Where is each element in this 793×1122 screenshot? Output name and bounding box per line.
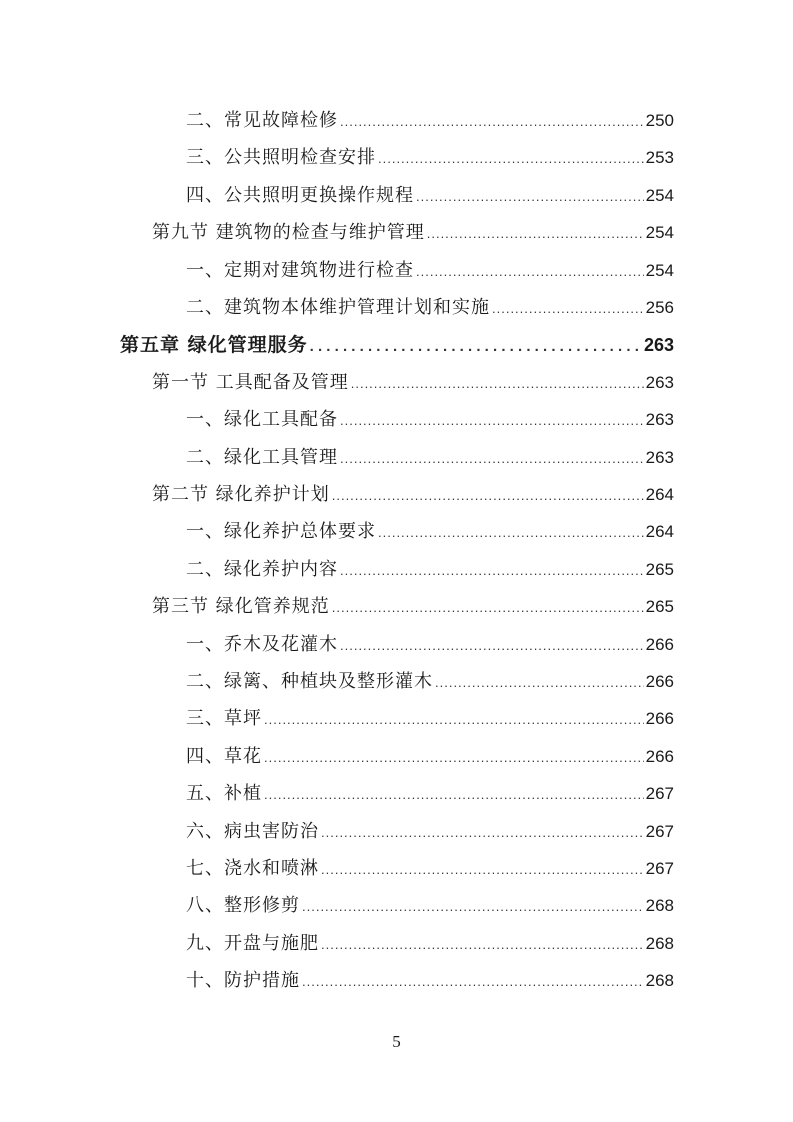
toc-entry-label: 三、公共照明检查安排: [186, 147, 376, 168]
toc-entry-label: 二、常见故障检修: [186, 110, 338, 131]
toc-entry-label: 二、建筑物本体维护管理计划和实施: [186, 297, 490, 318]
dot-leader: [416, 189, 644, 204]
dot-leader: [492, 301, 644, 316]
toc-entry-page: 263: [643, 335, 674, 355]
dot-leader: [427, 226, 644, 241]
dot-leader: [264, 750, 644, 765]
toc-item-entry[interactable]: [186, 929, 674, 957]
toc-entry-label: 第九节 建筑物的检查与维护管理: [152, 222, 425, 243]
toc-entry-label: 第五章 绿化管理服务: [120, 334, 308, 356]
toc-item-entry[interactable]: [186, 630, 674, 658]
toc-section-entry[interactable]: [152, 218, 674, 246]
dot-leader: [378, 151, 644, 166]
toc-chapter-entry[interactable]: [120, 330, 674, 358]
dot-leader: [310, 338, 642, 355]
toc-entry-page: 265: [645, 560, 674, 579]
dot-leader: [264, 712, 644, 727]
toc-entry-page: 256: [645, 298, 674, 317]
toc-entry-page: 266: [645, 747, 674, 766]
toc-item-entry[interactable]: [186, 891, 674, 919]
toc-entry-label: 三、草坪: [186, 708, 262, 729]
toc-entry-page: 268: [645, 934, 674, 953]
page-number: 5: [392, 1032, 401, 1051]
toc-entry-page: 267: [645, 859, 674, 878]
toc-entry-page: 254: [645, 223, 674, 242]
dot-leader: [351, 376, 644, 391]
toc-entry-label: 十、防护措施: [186, 970, 300, 991]
toc-item-entry[interactable]: [186, 704, 674, 732]
toc-entry-page: 263: [645, 448, 674, 467]
toc-entry-label: 五、补植: [186, 783, 262, 804]
toc-item-entry[interactable]: [186, 667, 674, 695]
toc-entry-page: 263: [645, 373, 674, 392]
dot-leader: [321, 825, 644, 840]
toc-section-entry[interactable]: [152, 480, 674, 508]
toc-entry-label: 二、绿篱、种植块及整形灌木: [186, 671, 433, 692]
dot-leader: [302, 974, 644, 989]
toc-item-entry[interactable]: [186, 966, 674, 994]
toc-entry-label: 九、开盘与施肥: [186, 933, 319, 954]
dot-leader: [340, 563, 644, 578]
toc-item-entry[interactable]: [186, 293, 674, 321]
toc-entry-page: 267: [645, 822, 674, 841]
dot-leader: [264, 787, 644, 802]
dot-leader: [321, 937, 644, 952]
toc-item-entry[interactable]: [186, 443, 674, 471]
dot-leader: [378, 525, 644, 540]
toc-entry-page: 266: [645, 635, 674, 654]
dot-leader: [416, 264, 644, 279]
toc-entry-page: 268: [645, 971, 674, 990]
toc-entry-label: 六、病虫害防治: [186, 821, 319, 842]
toc-entry-page: 254: [645, 186, 674, 205]
toc-entry-page: 264: [645, 522, 674, 541]
toc-entry-label: 第三节 绿化管养规范: [152, 596, 330, 617]
toc-entry-label: 第二节 绿化养护计划: [152, 484, 330, 505]
toc-entry-page: 250: [645, 111, 674, 130]
toc-entry-page: 266: [645, 672, 674, 691]
dot-leader: [302, 899, 644, 914]
toc-entry-page: 267: [645, 784, 674, 803]
toc-item-entry[interactable]: [186, 106, 674, 134]
toc-entry-page: 268: [645, 896, 674, 915]
toc-entry-label: 二、绿化养护内容: [186, 559, 338, 580]
toc-entry-label: 八、整形修剪: [186, 895, 300, 916]
toc-item-entry[interactable]: [186, 181, 674, 209]
toc-entry-label: 一、绿化养护总体要求: [186, 521, 376, 542]
toc-entry-page: 265: [645, 597, 674, 616]
toc-entry-page: 253: [645, 148, 674, 167]
toc-item-entry[interactable]: [186, 143, 674, 171]
toc-entry-page: 254: [645, 261, 674, 280]
toc-entry-label: 一、绿化工具配备: [186, 409, 338, 430]
toc-entry-page: 266: [645, 709, 674, 728]
dot-leader: [321, 862, 644, 877]
toc-entry-label: 七、浇水和喷淋: [186, 858, 319, 879]
toc-item-entry[interactable]: [186, 256, 674, 284]
toc-item-entry[interactable]: [186, 742, 674, 770]
toc-item-entry[interactable]: [186, 779, 674, 807]
toc-section-entry[interactable]: [152, 592, 674, 620]
toc-item-entry[interactable]: [186, 517, 674, 545]
dot-leader: [340, 451, 644, 466]
dot-leader: [332, 488, 644, 503]
toc-entry-page: 263: [645, 410, 674, 429]
toc-item-entry[interactable]: [186, 854, 674, 882]
toc-item-entry[interactable]: [186, 405, 674, 433]
toc-entry-label: 二、绿化工具管理: [186, 447, 338, 468]
toc-entry-label: 四、公共照明更换操作规程: [186, 185, 414, 206]
toc-entry-label: 四、草花: [186, 746, 262, 767]
toc-section-entry[interactable]: [152, 368, 674, 396]
dot-leader: [435, 675, 644, 690]
toc-entry-page: 264: [645, 485, 674, 504]
dot-leader: [340, 114, 644, 129]
toc-item-entry[interactable]: [186, 555, 674, 583]
dot-leader: [340, 413, 644, 428]
toc-entry-label: 一、乔木及花灌木: [186, 634, 338, 655]
toc-entry-label: 第一节 工具配备及管理: [152, 372, 349, 393]
toc-entry-label: 一、定期对建筑物进行检查: [186, 260, 414, 281]
dot-leader: [332, 600, 644, 615]
dot-leader: [340, 638, 644, 653]
toc-item-entry[interactable]: [186, 817, 674, 845]
